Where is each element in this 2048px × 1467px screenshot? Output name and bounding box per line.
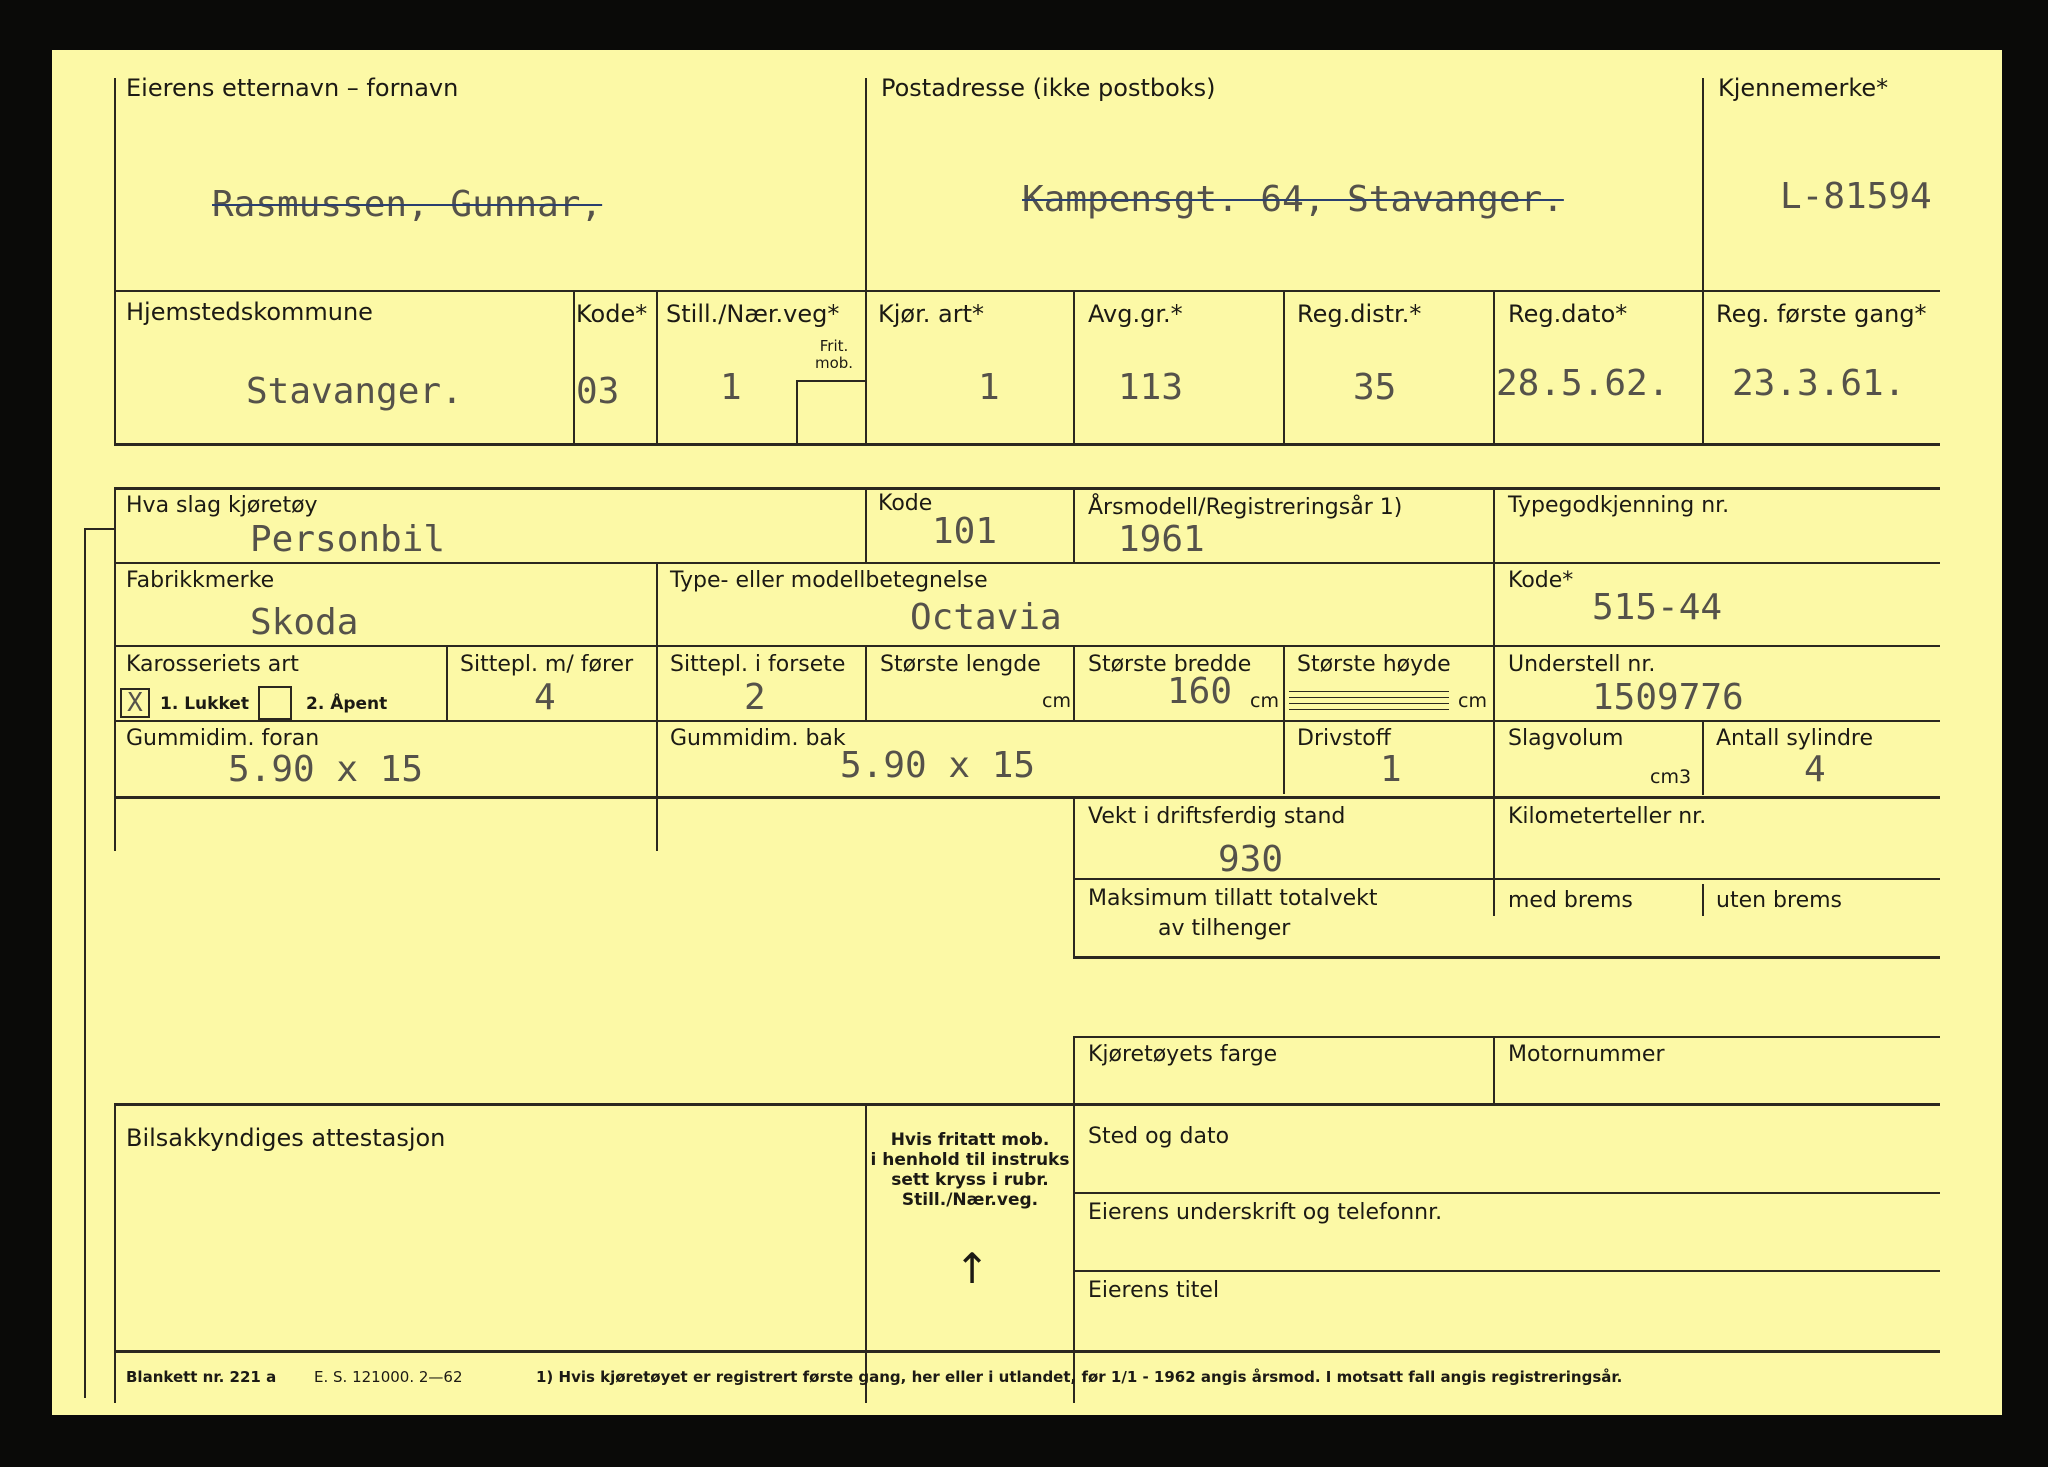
reg-date-value: 28.5.62. <box>1496 363 1670 404</box>
trailer-bottom-rule <box>1073 956 1940 959</box>
owner-divider-2 <box>1702 78 1704 293</box>
colour-label: Kjøretøyets farge <box>1088 1042 1278 1067</box>
seats-driver-value: 4 <box>534 677 556 718</box>
attestation-note-3: sett kryss i rubr. <box>891 1170 1049 1190</box>
make-label: Fabrikkmerke <box>126 568 275 593</box>
vehicle-margin-tick <box>84 528 114 530</box>
owner-name-value: Rasmussen, Gunnar, <box>212 184 603 225</box>
v-rule-r3 <box>114 720 1940 722</box>
reg-district-value: 35 <box>1353 367 1397 408</box>
body-open-checkbox[interactable] <box>258 686 292 720</box>
fuel-value: 1 <box>1380 749 1402 790</box>
tyre-front-label: Gummidim. foran <box>126 726 320 751</box>
length-unit: cm <box>1042 690 1071 712</box>
make-value: Skoda <box>250 602 359 643</box>
owner-divider-1 <box>865 78 867 293</box>
owner-left-border <box>114 78 116 445</box>
arrow-up-icon: ↑ <box>954 1244 990 1293</box>
kind-code-value: 101 <box>932 511 998 552</box>
body-closed-checkbox[interactable]: X <box>120 688 150 718</box>
seats-front-label: Sittepl. i forsete <box>670 652 846 677</box>
chassis-label: Understell nr. <box>1508 652 1656 677</box>
attestation-title: Bilsakkyndiges attestasjon <box>126 1124 446 1152</box>
position-value: 1 <box>720 367 742 408</box>
height-label: Største høyde <box>1297 652 1451 677</box>
vehicle-top-rule <box>114 487 1940 490</box>
attestation-note-4: Still./Nær.veg. <box>901 1190 1039 1210</box>
model-label: Type- eller modellbetegnelse <box>670 568 988 593</box>
cylinders-value: 4 <box>1804 749 1826 790</box>
registration-card <box>52 50 2002 1415</box>
height-hatch-3 <box>1289 703 1449 704</box>
type-approval-label: Typegodkjenning nr. <box>1508 493 1730 518</box>
place-date-label: Sted og dato <box>1088 1124 1230 1149</box>
v-div-r3-c <box>1073 645 1075 720</box>
trailer-label-2: av tilhenger <box>1158 916 1291 941</box>
kind-code-label: Kode <box>878 491 933 516</box>
code-label: Kode* <box>576 300 648 328</box>
with-brakes-label: med brems <box>1508 888 1633 913</box>
v-div-r1-a <box>865 487 867 563</box>
width-label: Største bredde <box>1088 652 1252 677</box>
colour-top-rule <box>1073 1036 1940 1038</box>
width-unit: cm <box>1250 690 1279 712</box>
v-rule-r1 <box>114 562 1940 564</box>
owner-bottom-rule <box>114 290 1940 292</box>
cylinders-label: Antall sylindre <box>1716 726 1874 751</box>
municipality-value: Stavanger. <box>246 371 463 412</box>
reg-divider-district <box>1283 290 1285 445</box>
drive-type-value: 1 <box>978 367 1000 408</box>
length-label: Største lengde <box>880 652 1041 677</box>
fee-group-label: Avg.gr.* <box>1088 300 1183 328</box>
footer-print-number: E. S. 121000. 2—62 <box>314 1368 463 1386</box>
attestation-divider-1 <box>865 1103 867 1403</box>
chassis-value: 1509776 <box>1592 677 1744 718</box>
free-mob-box[interactable] <box>796 380 866 445</box>
height-hatch-1 <box>1289 691 1449 692</box>
tyre-rear-value: 5.90 x 15 <box>840 745 1036 786</box>
reg-mark-value: L-81594 <box>1780 176 1932 217</box>
body-label: Karosseriets art <box>126 652 299 677</box>
owner-signature-label: Eierens underskrift og telefonnr. <box>1088 1200 1443 1225</box>
fuel-label: Drivstoff <box>1297 726 1391 751</box>
reg-divider-first <box>1702 290 1704 445</box>
weight-label: Vekt i driftsferdig stand <box>1088 804 1346 829</box>
v-div-r2 <box>656 562 658 851</box>
reg-divider-position <box>656 290 658 445</box>
attestation-bottom-rule <box>114 1350 1940 1353</box>
displacement-label: Slagvolum <box>1508 726 1624 751</box>
attestation-divider-2 <box>1073 1103 1075 1403</box>
colour-left-border <box>1073 1036 1075 1104</box>
model-year-value: 1961 <box>1118 519 1205 560</box>
engine-label: Motornummer <box>1508 1042 1665 1067</box>
tyre-front-value: 5.90 x 15 <box>228 749 424 790</box>
reg-district-label: Reg.distr.* <box>1297 300 1422 328</box>
height-hatch-2 <box>1289 697 1449 698</box>
v-div-r3-a <box>446 645 448 720</box>
reg-date-label: Reg.dato* <box>1508 300 1628 328</box>
footer-form-number: Blankett nr. 221 a <box>126 1368 277 1386</box>
without-brakes-label: uten brems <box>1716 888 1842 913</box>
brakes-divider <box>1702 884 1704 916</box>
owner-title-label: Eierens titel <box>1088 1278 1220 1303</box>
attestation-top-rule <box>114 1103 1940 1106</box>
model-code-label: Kode* <box>1508 568 1574 593</box>
reg-divider-date <box>1493 290 1495 445</box>
kind-label: Hva slag kjøretøy <box>126 493 318 518</box>
attestation-note-1: Hvis fritatt mob. <box>890 1130 1050 1150</box>
body-closed-label: 1. Lukket <box>160 694 249 714</box>
displacement-unit: cm3 <box>1650 766 1692 788</box>
tyre-rear-label: Gummidim. bak <box>670 726 846 751</box>
fee-group-value: 113 <box>1118 367 1184 408</box>
attestation-rule-2 <box>1073 1270 1940 1272</box>
address-label: Postadresse (ikke postboks) <box>881 74 1216 102</box>
attestation-note-2: i henhold til instruks <box>870 1150 1070 1170</box>
reg-bottom-rule <box>114 443 1940 446</box>
weight-left-border <box>1073 796 1075 956</box>
position-label: Still./Nær.veg* <box>666 300 840 328</box>
height-hatch-4 <box>1289 709 1449 710</box>
colour-divider <box>1493 1036 1495 1104</box>
v-div-r3-b <box>865 645 867 720</box>
reg-mark-label: Kjennemerke* <box>1718 74 1889 102</box>
seats-driver-label: Sittepl. m/ fører <box>460 652 634 677</box>
weight-rule <box>1073 878 1940 880</box>
v-div-r4 <box>1702 720 1704 795</box>
weight-divider <box>1493 796 1495 916</box>
trailer-label-1: Maksimum tillatt totalvekt <box>1088 886 1378 911</box>
first-reg-label: Reg. første gang* <box>1716 300 1927 328</box>
drive-type-label: Kjør. art* <box>878 300 984 328</box>
kind-value: Personbil <box>250 519 446 560</box>
v-div-r1-b <box>1073 487 1075 563</box>
code-value: 03 <box>576 371 620 412</box>
reg-divider-code <box>573 290 575 445</box>
body-open-label: 2. Åpent <box>306 694 388 714</box>
model-year-label: Årsmodell/Registreringsår 1) <box>1088 495 1403 520</box>
odometer-label: Kilometerteller nr. <box>1508 804 1707 829</box>
weight-value: 930 <box>1218 839 1284 880</box>
attestation-rule-1 <box>1073 1192 1940 1194</box>
model-value: Octavia <box>910 597 1062 638</box>
municipality-label: Hjemstedskommune <box>126 298 373 326</box>
seats-front-value: 2 <box>744 677 766 718</box>
attestation-left-border <box>114 1103 116 1403</box>
first-reg-value: 23.3.61. <box>1732 363 1906 404</box>
v-rule-r2 <box>114 645 1940 647</box>
v-rule-r4 <box>114 796 1940 799</box>
vehicle-margin-line <box>84 528 86 1398</box>
model-code-value: 515-44 <box>1592 587 1723 628</box>
height-unit: cm <box>1458 690 1487 712</box>
footer-footnote: 1) Hvis kjøretøyet er registrert første gang, her eller i utlandet, før 1/1 - 1962 angis årsmod. I motsatt fall angis registreringsår. <box>536 1368 1623 1386</box>
owner-name-label: Eierens etternavn – fornavn <box>126 74 459 102</box>
width-value: 160 <box>1167 671 1233 712</box>
free-mob-label: Frit. mob. <box>814 337 854 372</box>
reg-divider-fee <box>1073 290 1075 445</box>
address-value: Kampensgt. 64, Stavanger. <box>1022 179 1564 220</box>
